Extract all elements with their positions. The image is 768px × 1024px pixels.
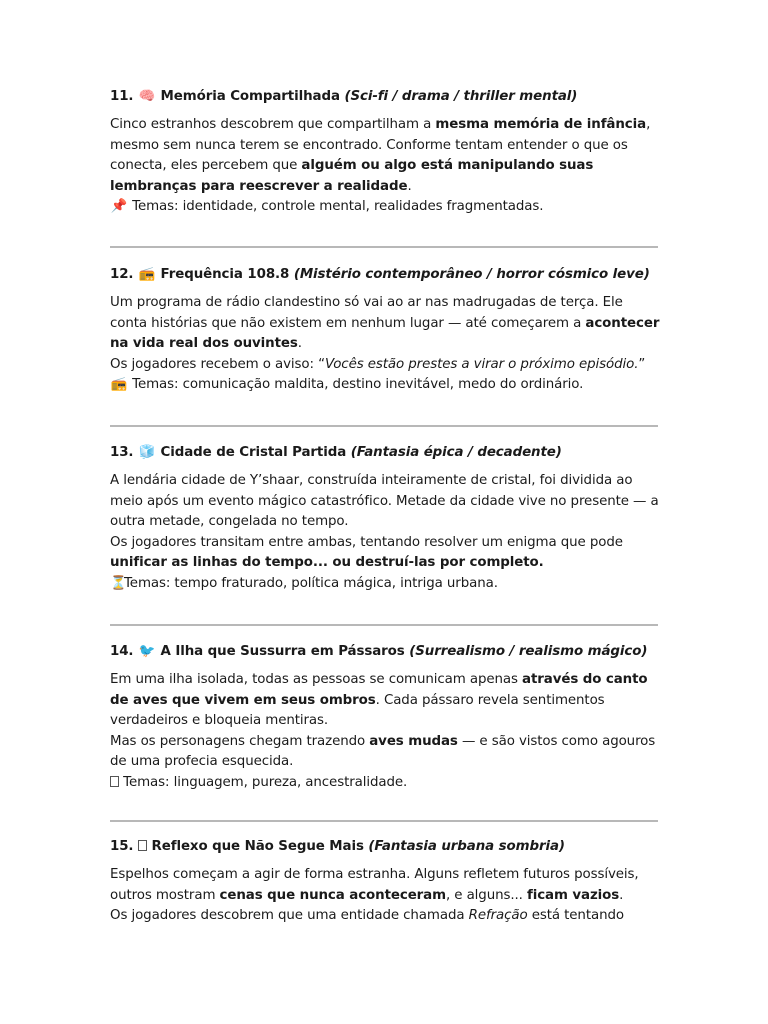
themes-line — [110, 574, 662, 595]
hourglass-icon: ⏳ — [110, 575, 127, 591]
themes-text: Temas: tempo fraturado, política mágica, intriga urbana. — [124, 575, 498, 591]
section-number: 12. — [110, 267, 134, 282]
section-15 — [110, 837, 662, 927]
brain-icon: 🧠 — [138, 89, 156, 104]
section-heading — [110, 265, 662, 285]
section-14 — [110, 642, 662, 794]
section-genre: (Surrealismo / realismo mágico) — [409, 644, 648, 659]
section-genre: (Sci-fi / drama / thriller mental) — [344, 89, 578, 104]
section-title: Memória Compartilhada — [160, 89, 340, 104]
ice-cube-icon: 🧊 — [138, 445, 156, 460]
themes-line — [110, 773, 662, 794]
section-number: 15. — [110, 839, 134, 854]
pushpin-icon: 📌 — [110, 199, 128, 215]
section-13 — [110, 443, 662, 595]
missing-glyph-icon — [138, 840, 147, 851]
themes-line — [110, 375, 662, 396]
divider — [110, 425, 658, 427]
section-11 — [110, 87, 662, 218]
divider — [110, 246, 658, 248]
section-body: Cinco estranhos descobrem que compartilham a mesma memória de infância, mesmo sem nunca terem se encontrado. Conforme tentam entender o que os conecta, eles percebem que alguém ou algo está manipulando suas lembranças para reescrever a realidade. 📌 Temas: identidade, controle mental, realidades fragmentadas. — [110, 115, 662, 218]
section-title: Reflexo que Não Segue Mais — [151, 839, 364, 854]
section-body: Espelhos começam a agir de forma estranha. Alguns refletem futuros possíveis, outros mostram cenas que nunca aconteceram, e alguns... ficam vazios. Os jogadores descobrem que uma entidade chamada Refração está tentando — [110, 867, 639, 924]
section-heading — [110, 642, 662, 662]
radio-icon: 📻 — [110, 377, 128, 393]
themes-text: Temas: linguagem, pureza, ancestralidade. — [123, 774, 408, 790]
section-heading — [110, 837, 662, 857]
section-body: Um programa de rádio clandestino só vai ao ar nas madrugadas de terça. Ele conta histórias que não existem em nenhum lugar — até começarem a acontecer na vida real dos ouvintes. Os jogadores recebem o aviso: “Vocês estão prestes a virar o próximo episódio.” 📻 Temas: comunicação maldita, destino inevitável, medo do ordinário. — [110, 293, 662, 396]
missing-glyph-icon — [110, 776, 119, 787]
section-body: A lendária cidade de Y’shaar, construída inteiramente de cristal, foi dividida ao meio após um evento mágico catastrófico. Metade da cidade vive no presente — a outra metade, congelada no tempo. Os jogadores transitam entre ambas, tentando resolver um enigma que pode unificar as linhas do tempo... ou destruí-las por completo. ⏳Temas: tempo fraturado, política mágica, intriga urbana. — [110, 471, 662, 595]
section-genre: (Mistério contemporâneo / horror cósmico leve) — [293, 267, 650, 282]
section-heading — [110, 87, 662, 107]
section-number: 13. — [110, 445, 134, 460]
section-number: 14. — [110, 644, 134, 659]
divider — [110, 820, 658, 822]
bird-icon: 🐦 — [138, 644, 156, 659]
radio-icon: 📻 — [138, 267, 156, 282]
themes-text: Temas: identidade, controle mental, realidades fragmentadas. — [132, 199, 544, 215]
section-title: A Ilha que Sussurra em Pássaros — [160, 644, 405, 659]
divider — [110, 624, 658, 626]
section-title: Cidade de Cristal Partida — [160, 445, 347, 460]
section-genre: (Fantasia épica / decadente) — [350, 445, 562, 460]
themes-line — [110, 197, 662, 218]
section-heading — [110, 443, 662, 463]
section-body: Em uma ilha isolada, todas as pessoas se comunicam apenas através do canto de aves que vivem em seus ombros. Cada pássaro revela sentimentos verdadeiros e bloqueia mentiras. Mas os personagens chegam trazendo aves mudas — e são vistos como agouros de uma profecia esquecida. Temas: linguagem, pureza, ancestralidade. — [110, 670, 662, 794]
section-12 — [110, 265, 662, 396]
section-genre: (Fantasia urbana sombria) — [368, 839, 565, 854]
section-title: Frequência 108.8 — [160, 267, 290, 282]
section-number: 11. — [110, 89, 134, 104]
themes-text: Temas: comunicação maldita, destino inevitável, medo do ordinário. — [132, 377, 584, 393]
